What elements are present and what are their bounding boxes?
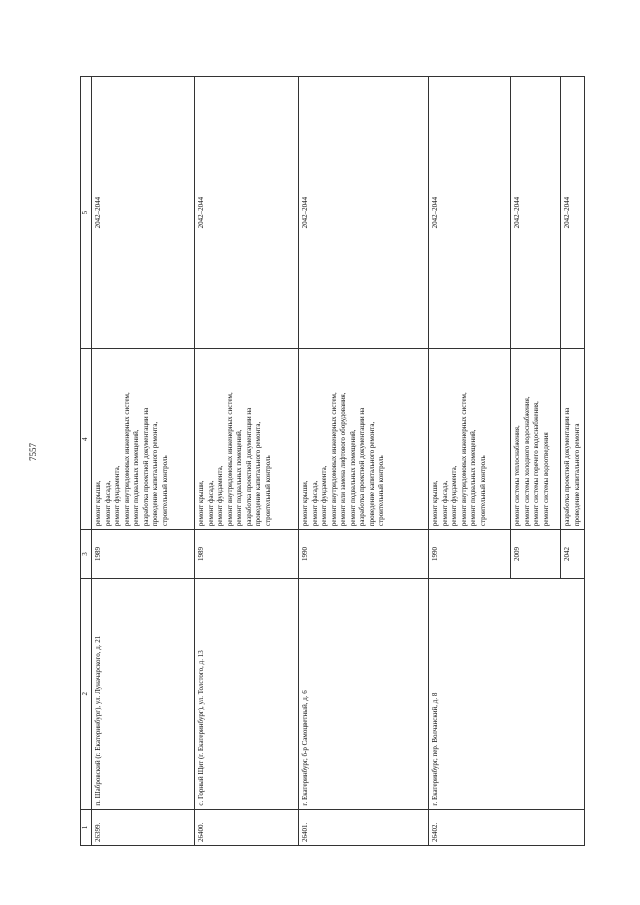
row-year: 1989 xyxy=(195,530,299,579)
work-item: ремонт подвальных помещений, xyxy=(348,429,357,527)
table-row xyxy=(429,77,511,846)
row-number: 26399. xyxy=(92,809,195,845)
header-row xyxy=(81,77,92,846)
work-item: ремонт крыши, xyxy=(431,480,439,527)
row-works xyxy=(92,349,195,530)
table-row xyxy=(92,77,195,846)
row-address: с. Горный Щит (г. Екатеринбург), ул. Толстого, д. 13 xyxy=(195,578,299,809)
row-period: 2042–2044 xyxy=(299,77,429,349)
row-works xyxy=(511,349,561,530)
work-item: ремонт внутридомовых инженерных систем, xyxy=(225,392,234,527)
work-item: ремонт подвальных помещений, xyxy=(235,429,243,527)
table-row xyxy=(195,77,299,846)
work-item: разработка проектной документации на xyxy=(563,407,571,527)
work-item: строительный контроль xyxy=(263,455,272,527)
work-item: ремонт фундамента, xyxy=(320,465,328,527)
work-item: разработка проектной документации на xyxy=(141,407,150,527)
rotated-table-sheet xyxy=(80,76,580,846)
header-col-4: 4 xyxy=(81,349,92,530)
table-row xyxy=(299,77,429,846)
work-item: ремонт подвальных помещений, xyxy=(132,429,140,527)
work-item: ремонт фасада, xyxy=(206,480,215,527)
work-item: ремонт внутридомовых инженерных систем, xyxy=(122,392,131,527)
row-address: г. Екатеринбург, пер. Волчанский, д. 8 xyxy=(429,578,585,809)
work-item: ремонт фундамента, xyxy=(113,465,121,527)
work-item: строительный контроль xyxy=(160,455,169,527)
work-item: проведение капитального ремонта, xyxy=(367,421,376,527)
work-item: проведение капитального ремонта, xyxy=(254,421,262,527)
row-number: 26402. xyxy=(429,809,585,845)
row-year: 1989 xyxy=(92,530,195,579)
work-item: ремонт системы холодного водоснабжения, xyxy=(522,396,531,527)
work-item: ремонт системы горячего водоснабжения, xyxy=(532,401,540,527)
work-item: ремонт внутридомовых инженерных систем, xyxy=(329,392,338,527)
row-works xyxy=(195,349,299,530)
work-item: строительный контроль xyxy=(478,455,487,527)
row-period: 2042–2044 xyxy=(511,77,561,349)
row-year: 2009 xyxy=(511,530,561,579)
work-item: ремонт крыши, xyxy=(301,480,309,527)
work-item: ремонт крыши, xyxy=(197,480,205,527)
work-item: ремонт системы водоотведения xyxy=(541,432,550,527)
row-works xyxy=(429,349,511,530)
row-works xyxy=(299,349,429,530)
work-item: ремонт фундамента, xyxy=(450,465,458,527)
header-col-5: 5 xyxy=(81,77,92,349)
work-item: ремонт подвальных помещений, xyxy=(469,429,477,527)
work-item: ремонт внутридомовых инженерных систем, xyxy=(459,392,468,527)
row-period: 2042–2044 xyxy=(429,77,511,349)
header-col-1: 1 xyxy=(81,809,92,845)
work-item: проведение капитального ремонта xyxy=(572,423,581,527)
row-period: 2042–2044 xyxy=(561,77,585,349)
capital-repair-table xyxy=(80,76,585,846)
work-item: ремонт системы теплоснабжения, xyxy=(513,425,521,527)
row-year: 1990 xyxy=(429,530,511,579)
work-item: ремонт фасада, xyxy=(310,480,319,527)
row-year: 1990 xyxy=(299,530,429,579)
header-col-2: 2 xyxy=(81,578,92,809)
work-item: проведение капитального ремонта, xyxy=(151,421,159,527)
work-item: ремонт или замена лифтового оборудования, xyxy=(339,392,347,527)
row-number: 26400. xyxy=(195,809,299,845)
row-year: 2042 xyxy=(561,530,585,579)
row-period: 2042–2044 xyxy=(195,77,299,349)
row-works xyxy=(561,349,585,530)
header-col-3: 3 xyxy=(81,530,92,579)
work-item: ремонт фасада, xyxy=(440,480,449,527)
work-item: разработка проектной документации на xyxy=(358,407,366,527)
work-item: ремонт крыши, xyxy=(94,480,102,527)
page-number: 7557 xyxy=(28,443,38,461)
row-address: г. Екатеринбург, б-р Самоцветный, д. 6 xyxy=(299,578,429,809)
work-item: разработка проектной документации на xyxy=(244,407,253,527)
row-address: п. Шабровский (г. Екатеринбург), ул. Луначарского, д. 21 xyxy=(92,578,195,809)
work-item: строительный контроль xyxy=(377,455,385,527)
row-period: 2042–2044 xyxy=(92,77,195,349)
work-item: ремонт фасада, xyxy=(103,480,112,527)
row-number: 26401. xyxy=(299,809,429,845)
work-item: ремонт фундамента, xyxy=(216,465,224,527)
